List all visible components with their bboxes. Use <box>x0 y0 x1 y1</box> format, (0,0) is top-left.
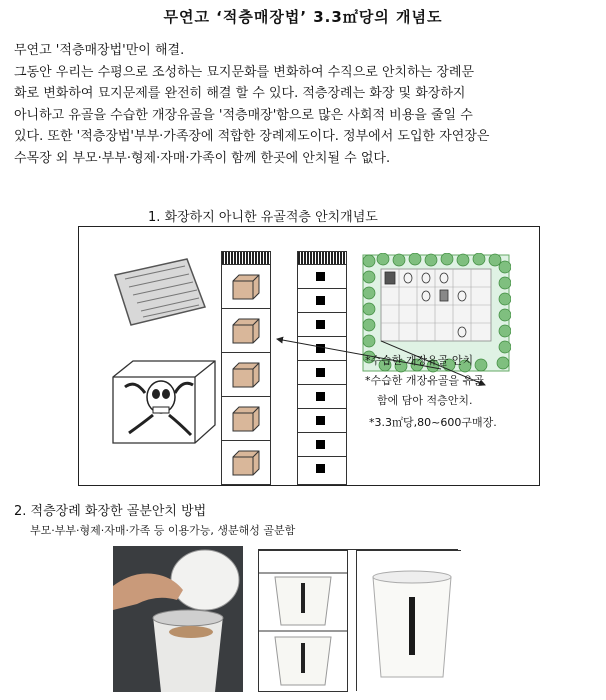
urn-stack-column <box>221 251 271 485</box>
urn-box <box>222 353 270 397</box>
concept-diagram <box>78 226 540 486</box>
urn-box <box>222 309 270 353</box>
intro-line: 수목장 외 부모·부부·형제·자매·가족이 함께 한곳에 안치될 수 없다. <box>14 150 391 166</box>
marker-cell <box>298 289 346 313</box>
intro-line: 있다. 또한 '적층장법'부부·가족장에 적합한 장례제도이다. 정부에서 도입한 자연장은 <box>14 129 490 144</box>
skeleton-in-box-illustration <box>109 355 219 447</box>
page-title: 무연고 ‘적층매장법’ 3.3㎡당의 개념도 <box>163 8 443 26</box>
stone-tablet-illustration <box>109 255 209 327</box>
urn-box <box>222 397 270 441</box>
intro-line: 아니하고 유골을 수습한 개장유골을 '적층매장'함으로 많은 사회적 비용을 줄일 수 <box>14 107 473 123</box>
marker-cell <box>298 457 346 480</box>
section2-heading: 2. 적층장례 화장한 골분안치 방법 <box>14 504 207 519</box>
section1-heading: 1. 화장하지 아니한 유골적층 안치개념도 <box>148 210 378 225</box>
marker-cell <box>298 409 346 433</box>
diagram-note: *수습한 개장유골 안치 <box>365 354 474 367</box>
diagram-note: 함에 담아 적층안치. <box>377 394 473 407</box>
intro-line: 그동안 우리는 수평으로 조성하는 묘지문화를 변화하여 수직으로 안치하는 장례문 <box>14 64 475 80</box>
marker-cell <box>298 313 346 337</box>
intro-line: 화로 변화하여 묘지문제를 완전히 해결 할 수 있다. 적층장례는 화장 및 화장하지 <box>14 86 466 101</box>
urn-box <box>222 265 270 309</box>
section2-subheading: 부모·부부·형제·자매·가족 등 이용가능, 생분해성 골분함 <box>30 524 296 537</box>
column-header <box>298 252 346 265</box>
diagram-note: *수습한 개장유골을 유골 <box>365 374 484 387</box>
column-header <box>222 252 270 265</box>
urn-closeup-photo <box>356 550 461 691</box>
diagram-note: *3.3㎡당,80~600구매장. <box>369 416 497 429</box>
marker-cell <box>298 433 346 457</box>
intro-line: 무연고 '적층매장법'만이 해결. <box>14 43 185 58</box>
intro-paragraph <box>14 40 592 169</box>
urn-cups-photo <box>258 550 348 692</box>
marker-cell <box>298 265 346 289</box>
urn-lid-photo <box>113 546 243 692</box>
urn-box <box>222 441 270 484</box>
